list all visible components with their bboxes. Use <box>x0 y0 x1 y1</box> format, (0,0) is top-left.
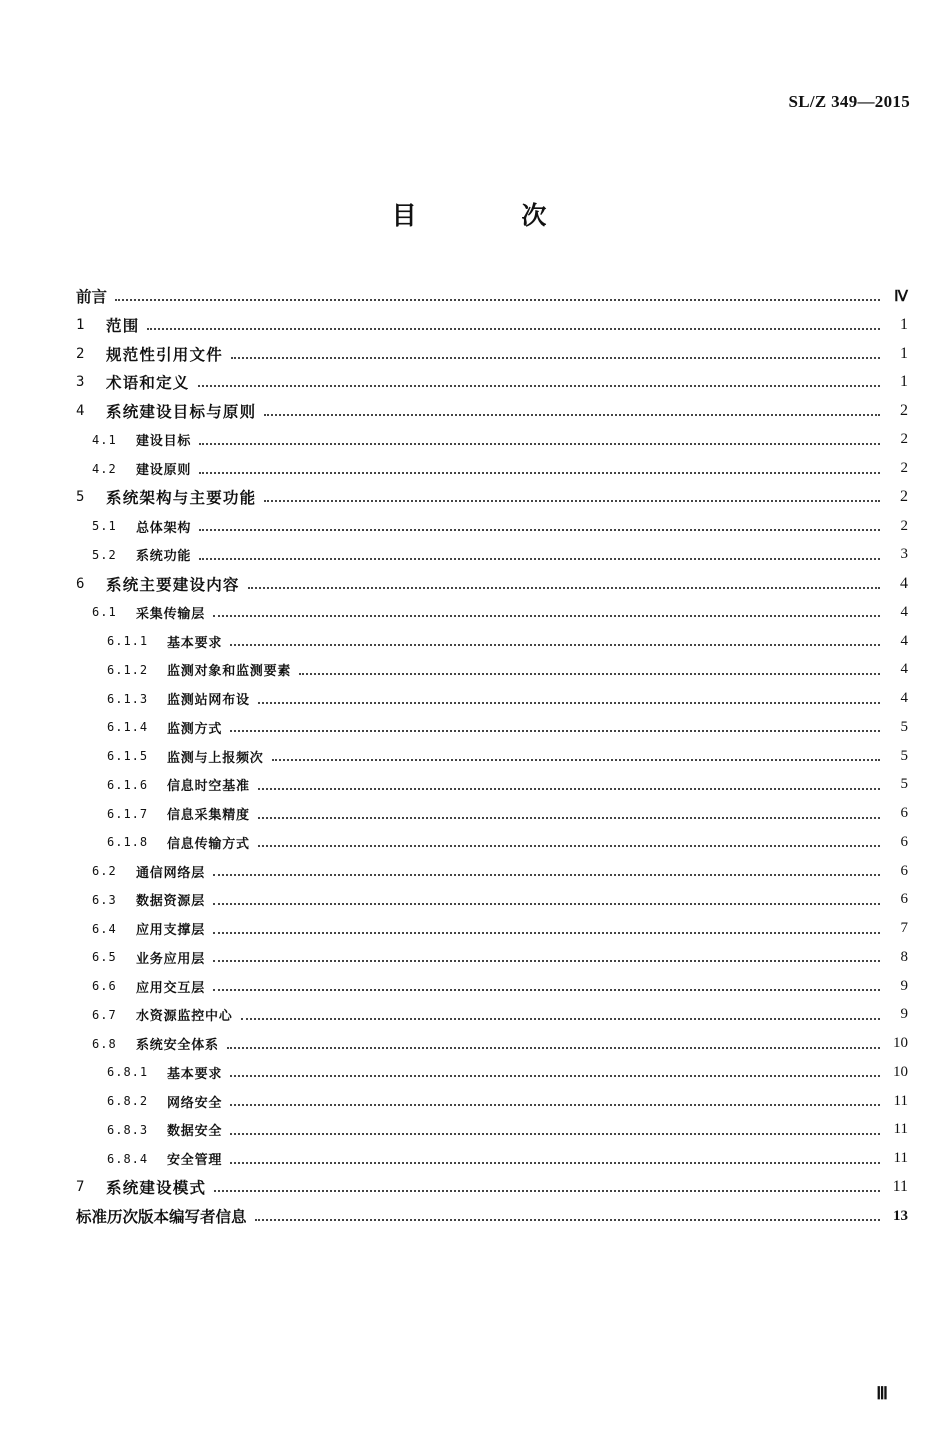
toc-entry-number: 4.2 <box>92 461 117 476</box>
toc-entry-title: 安全管理 <box>167 1153 223 1168</box>
toc-entry-page: 5 <box>900 776 908 793</box>
toc-entry[interactable] <box>92 426 908 454</box>
toc-dot-leader <box>231 357 880 359</box>
toc-entry-page: 1 <box>900 344 908 362</box>
toc-dot-leader <box>147 328 880 330</box>
toc-entry-number: 6.8.2 <box>107 1094 149 1108</box>
toc-entry[interactable] <box>76 1202 908 1230</box>
toc-dot-leader <box>213 903 880 905</box>
toc-entry-number: 6.1.6 <box>107 777 149 792</box>
toc-entry-title: 系统建设模式 <box>106 1179 207 1198</box>
toc-entry-number: 5 <box>76 489 85 506</box>
toc-entry[interactable] <box>92 1030 908 1058</box>
toc-entry-number: 6 <box>76 575 85 592</box>
toc-entry-page: 9 <box>900 1006 908 1023</box>
toc-dot-leader <box>258 702 880 704</box>
toc-entry[interactable] <box>76 368 908 396</box>
toc-entry-number: 6.4 <box>92 921 117 936</box>
toc-entry-page: 6 <box>900 891 908 908</box>
toc-dot-leader <box>115 299 880 301</box>
toc-entry[interactable] <box>107 828 908 856</box>
toc-dot-leader <box>199 472 880 474</box>
toc-entry-title: 标准历次版本编写者信息 <box>76 1208 247 1226</box>
toc-dot-leader <box>213 932 880 934</box>
toc-entry-title: 信息采集精度 <box>167 808 250 823</box>
toc-dot-leader <box>230 730 880 732</box>
toc-entry-title: 建设目标 <box>136 434 192 450</box>
toc-entry[interactable] <box>76 340 908 368</box>
toc-entry-title: 系统架构与主要功能 <box>106 489 257 508</box>
toc-entry[interactable] <box>107 656 908 684</box>
toc-entry[interactable] <box>92 512 908 540</box>
toc-entry-title: 应用交互层 <box>136 980 206 996</box>
toc-entry-page: 2 <box>900 517 908 534</box>
toc-entry-number: 4 <box>76 403 85 419</box>
toc-dot-leader <box>213 989 880 991</box>
toc-dot-leader <box>230 644 880 646</box>
toc-entry[interactable] <box>107 1087 908 1115</box>
toc-entry-page: 2 <box>900 402 908 419</box>
toc-entry-number: 6.1.5 <box>107 749 149 763</box>
toc-dot-leader <box>241 1018 880 1020</box>
toc-entry[interactable] <box>107 1058 908 1086</box>
toc-dot-leader <box>299 673 880 675</box>
toc-entry-number: 3 <box>76 374 85 391</box>
toc-entry-number: 6.8.1 <box>107 1065 149 1080</box>
toc-entry-number: 6.8.4 <box>107 1151 149 1166</box>
toc-entry-number: 5.2 <box>92 547 117 562</box>
toc-entry[interactable] <box>76 311 908 339</box>
toc-entry-page: 5 <box>900 718 908 735</box>
toc-entry-page: 13 <box>893 1207 908 1224</box>
toc-entry-title: 建设原则 <box>136 463 192 478</box>
toc-entry-number: 2 <box>76 345 85 362</box>
toc-dot-leader <box>199 529 880 531</box>
toc-dot-leader <box>213 615 880 617</box>
toc-dot-leader <box>227 1047 880 1049</box>
toc-entry-page: 10 <box>893 1063 908 1080</box>
toc-entry-page: 9 <box>900 977 908 994</box>
toc-entry[interactable] <box>76 1173 908 1201</box>
toc-dot-leader <box>258 845 880 847</box>
toc-entry-title: 系统功能 <box>136 549 192 565</box>
page-number: Ⅲ <box>876 1384 888 1403</box>
toc-entry-page: 11 <box>893 1121 908 1138</box>
toc-entry[interactable] <box>92 943 908 971</box>
toc-dot-leader <box>248 587 880 589</box>
document-code: SL/Z 349—2015 <box>788 92 910 111</box>
toc-entry-number: 4.1 <box>92 432 117 447</box>
toc-entry-title: 范围 <box>106 316 140 335</box>
toc-entry-title: 监测对象和监测要素 <box>167 664 292 680</box>
toc-entry-number: 7 <box>76 1179 85 1196</box>
toc-entry-page: 7 <box>900 920 908 936</box>
toc-entry-title: 应用支撑层 <box>136 923 206 938</box>
toc-entry-number: 6.1.7 <box>107 806 149 821</box>
toc-dot-leader <box>264 500 880 502</box>
toc-entry-title: 系统安全体系 <box>136 1038 219 1053</box>
toc-entry-number: 6.3 <box>92 892 117 907</box>
toc-entry-title: 系统建设目标与原则 <box>106 403 257 421</box>
toc-entry-page: 11 <box>892 1178 908 1196</box>
toc-entry[interactable] <box>92 598 908 626</box>
toc-dot-leader <box>272 759 880 761</box>
toc-entry-page: 4 <box>900 632 908 649</box>
toc-entry-title: 数据安全 <box>167 1124 223 1140</box>
toc-entry-number: 6.1.2 <box>107 662 149 677</box>
toc-entry-number: 5.1 <box>92 519 117 533</box>
toc-entry-number: 6.6 <box>92 979 117 993</box>
toc-entry-number: 6.5 <box>92 950 117 965</box>
toc-entry[interactable] <box>107 800 908 828</box>
toc-entry-title: 基本要求 <box>167 1066 223 1082</box>
toc-entry-number: 6.8.3 <box>107 1122 149 1137</box>
toc-entry[interactable] <box>92 857 908 885</box>
toc-entry-page: 8 <box>900 948 908 965</box>
toc-entry[interactable] <box>92 972 908 1000</box>
toc-entry-page: 1 <box>900 315 908 333</box>
toc-dot-leader <box>198 385 880 387</box>
toc-entry[interactable] <box>92 1001 908 1029</box>
toc-entry-title: 监测方式 <box>167 721 223 737</box>
toc-entry-page: 11 <box>893 1150 908 1166</box>
toc-entry-number: 1 <box>76 316 85 333</box>
toc-entry-number: 6.1.4 <box>107 720 149 735</box>
toc-entry-title: 业务应用层 <box>136 951 206 967</box>
toc-entry[interactable] <box>76 483 908 511</box>
toc-entry-page: 11 <box>893 1092 908 1109</box>
toc-entry-page: Ⅳ <box>894 288 908 305</box>
toc-entry-number: 6.8 <box>92 1036 117 1051</box>
toc-dot-leader <box>199 558 880 560</box>
toc-entry[interactable] <box>107 627 908 655</box>
toc-dot-leader <box>230 1075 880 1077</box>
toc-entry-number: 6.1 <box>92 605 117 620</box>
toc-entry[interactable] <box>92 915 908 943</box>
toc-entry-title: 系统主要建设内容 <box>106 575 240 594</box>
toc-entry-title: 监测与上报频次 <box>167 750 264 766</box>
toc-entry[interactable] <box>76 570 908 598</box>
toc-entry-title: 总体架构 <box>136 520 192 536</box>
toc-entry-page: 5 <box>900 747 908 764</box>
toc-entry-page: 3 <box>900 546 908 563</box>
toc-dot-leader <box>230 1104 880 1106</box>
toc-dot-leader <box>199 443 880 445</box>
toc-entry-title: 信息时空基准 <box>167 779 250 795</box>
toc-entry-title: 通信网络层 <box>136 865 206 881</box>
toc-entry-page: 6 <box>900 862 908 879</box>
toc-entry[interactable] <box>92 541 908 569</box>
toc-dot-leader <box>255 1219 880 1221</box>
toc-entry[interactable] <box>107 685 908 713</box>
toc-entry-page: 4 <box>900 661 908 678</box>
toc-entry[interactable] <box>107 1116 908 1144</box>
toc-entry-title: 基本要求 <box>167 635 223 651</box>
toc-entry-page: 6 <box>900 833 908 850</box>
toc-entry[interactable] <box>76 397 908 425</box>
toc-entry-title: 监测站网布设 <box>167 693 250 708</box>
toc-dot-leader <box>213 960 880 962</box>
toc-entry-title: 前言 <box>76 288 108 306</box>
toc-entry-title: 术语和定义 <box>106 374 190 393</box>
toc-dot-leader <box>214 1190 880 1192</box>
toc-entry-page: 4 <box>900 603 908 620</box>
toc-entry-title: 水资源监控中心 <box>136 1009 233 1025</box>
toc-entry-title: 规范性引用文件 <box>106 345 223 364</box>
toc-entry-title: 信息传输方式 <box>167 836 250 852</box>
toc-entry-page: 4 <box>900 690 908 706</box>
toc-entry-number: 6.1.3 <box>107 691 149 706</box>
toc-dot-leader <box>230 1162 880 1164</box>
page-title: 目 次 <box>391 201 595 230</box>
toc-entry-title: 采集传输层 <box>136 606 206 622</box>
toc-entry-number: 6.1.8 <box>107 835 149 850</box>
toc-entry-page: 2 <box>900 488 908 506</box>
toc-dot-leader <box>264 414 880 416</box>
toc-entry[interactable] <box>107 771 908 799</box>
toc-entry[interactable] <box>92 886 908 914</box>
toc-entry[interactable] <box>107 742 908 770</box>
toc-entry-title: 数据资源层 <box>136 894 206 910</box>
toc-entry-page: 6 <box>900 805 908 821</box>
toc-dot-leader <box>230 1133 880 1135</box>
toc-entry-page: 1 <box>900 373 908 391</box>
toc-dot-leader <box>258 817 880 819</box>
toc-entry-page: 2 <box>900 431 908 448</box>
toc-entry-page: 2 <box>900 460 908 476</box>
toc-entry[interactable] <box>107 713 908 741</box>
toc-entry-number: 6.2 <box>92 864 117 878</box>
toc-entry-page: 10 <box>893 1035 908 1051</box>
toc-entry-page: 4 <box>900 574 908 592</box>
toc-dot-leader <box>213 874 880 876</box>
toc-entry-number: 6.7 <box>92 1007 117 1022</box>
toc-dot-leader <box>258 788 880 790</box>
toc-entry[interactable] <box>92 455 908 483</box>
toc-entry-number: 6.1.1 <box>107 634 149 648</box>
toc-entry[interactable] <box>107 1145 908 1173</box>
toc-entry-title: 网络安全 <box>167 1095 223 1111</box>
toc-entry[interactable] <box>76 282 908 310</box>
